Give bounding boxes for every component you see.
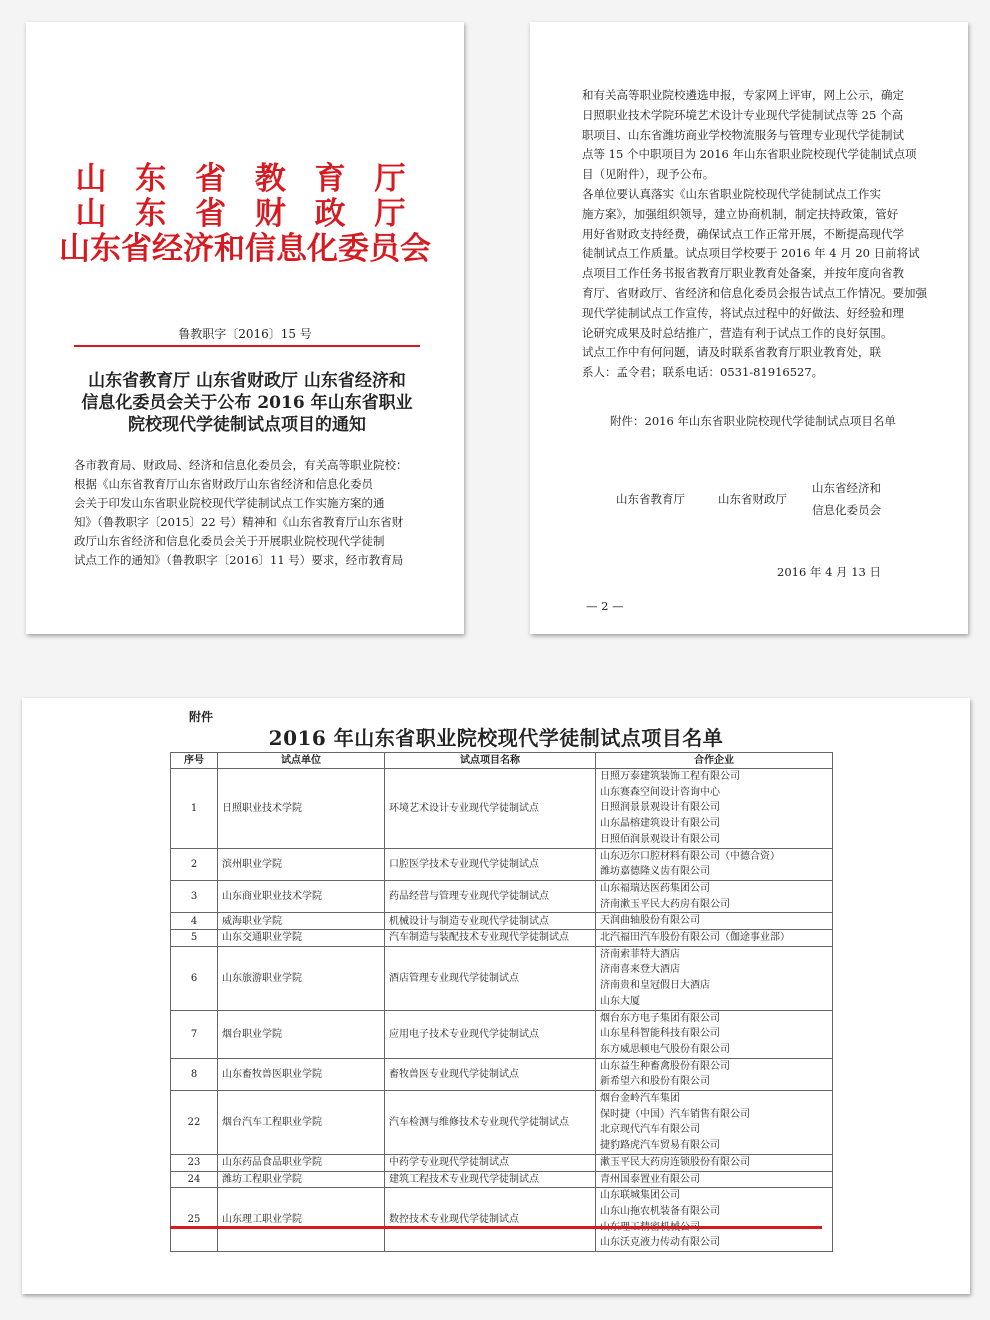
- row-partners: [596, 769, 833, 849]
- partner-company: 山东沃克液力传动有限公司: [600, 1237, 720, 1249]
- table-row: [171, 930, 833, 947]
- row-number: 25: [171, 1188, 218, 1252]
- title-line: 院校现代学徒制试点项目的通知: [128, 415, 366, 435]
- partner-company: 山东益生种畜禽股份有限公司: [600, 1060, 730, 1072]
- body-line: 政厅山东省经济和信息化委员会关于开展职业院校现代学徒制: [74, 534, 385, 548]
- row-number: 1: [171, 769, 218, 849]
- row-partners: [596, 848, 833, 880]
- partner-company: 捷豹路虎汽车贸易有限公司: [600, 1140, 720, 1152]
- header-school: 试点单位: [218, 753, 385, 769]
- page-number: — 2 —: [586, 599, 624, 613]
- signature-line: 山东省经济和: [812, 481, 881, 495]
- body-line: 各市教育局、财政局、经济和信息化委员会，有关高等职业院校：: [74, 458, 408, 472]
- body-line: 用好省财政支持经费，确保试点工作正常开展，不断提高现代学: [582, 226, 904, 241]
- partner-company: 漱玉平民大药房连锁股份有限公司: [600, 1156, 750, 1168]
- attachment-page: [22, 698, 970, 1294]
- issuer-line-1: 山 东 省 教 育 厅: [75, 161, 415, 197]
- partner-company: 北汽福田汽车股份有限公司（伽途事业部）: [600, 932, 790, 944]
- attachment-title: 2016 年山东省职业院校现代学徒制试点项目名单: [268, 726, 724, 750]
- row-school: 烟台汽车工程职业学院: [218, 1091, 385, 1155]
- table-row: [171, 946, 833, 1010]
- row-number: 24: [171, 1171, 218, 1188]
- partner-company: 济南漱玉平民大药房有限公司: [600, 898, 730, 910]
- row-project: 口腔医学技术专业现代学徒制试点: [385, 848, 596, 880]
- table-row: [171, 913, 833, 930]
- signature-line: 信息化委员会: [812, 503, 881, 517]
- body-line: 职项目、山东省潍坊商业学校物流服务与管理专业现代学徒制试: [582, 127, 904, 142]
- row-project: 药品经营与管理专业现代学徒制试点: [385, 880, 596, 912]
- partner-company: 山东山拖农机装备有限公司: [600, 1205, 720, 1217]
- table-header-row: [171, 753, 833, 769]
- row-school: 日照职业技术学院: [218, 769, 385, 849]
- row-partners: [596, 880, 833, 912]
- row-partners: [596, 1188, 833, 1252]
- partner-company: 保时捷（中国）汽车销售有限公司: [600, 1108, 750, 1120]
- table-row: [171, 1188, 833, 1252]
- row-number: 23: [171, 1154, 218, 1171]
- row-number: 4: [171, 913, 218, 930]
- row-number: 22: [171, 1091, 218, 1155]
- notice-body: [74, 456, 420, 570]
- table-row: [171, 848, 833, 880]
- body-line: 知》（鲁教职字〔2015〕22 号）精神和《山东省教育厅山东省财: [74, 515, 404, 529]
- row-number: 8: [171, 1058, 218, 1090]
- row-project: 环境艺术设计专业现代学徒制试点: [385, 769, 596, 849]
- row-partners: [596, 930, 833, 947]
- partner-company: 潍坊嘉德隆义齿有限公司: [600, 866, 710, 878]
- partner-company: 青州国泰置业有限公司: [600, 1173, 700, 1185]
- table-row: [171, 880, 833, 912]
- row-number: 5: [171, 930, 218, 947]
- partner-company: 济南索菲特大酒店: [600, 948, 680, 960]
- partner-company: 烟台东方电子集团有限公司: [600, 1012, 720, 1024]
- body-line: 系人：孟令君；联系电话：0531-81916527。: [582, 365, 824, 380]
- row-partners: [596, 946, 833, 1010]
- row-school: 山东交通职业学院: [218, 930, 385, 947]
- partner-company: 日照万泰建筑装饰工程有限公司: [600, 771, 740, 782]
- row-partners: [596, 1154, 833, 1171]
- row-project: 酒店管理专业现代学徒制试点: [385, 946, 596, 1010]
- body-line: 施方案》，加强组织领导，建立协商机制，制定扶持政策，管好: [582, 206, 899, 221]
- row-project: 畜牧兽医专业现代学徒制试点: [385, 1058, 596, 1090]
- body-line: 徒制试点工作质量。试点项目学校要于 2016 年 4 月 20 日前将试: [582, 246, 920, 261]
- body-line: 论研究成果及时总结推广，营造有利于试点工作的良好氛围。: [582, 325, 893, 340]
- body-line: 试点工作中有何问题，请及时联系省教育厅职业教育处，联: [582, 345, 881, 360]
- row-project: 应用电子技术专业现代学徒制试点: [385, 1010, 596, 1058]
- partner-company: 烟台金岭汽车集团: [600, 1093, 680, 1105]
- notice-title: [74, 370, 420, 436]
- table-row: [171, 1171, 833, 1188]
- header-partners: 合作企业: [596, 753, 833, 769]
- table-row: [171, 1154, 833, 1171]
- document-number: 鲁教职字〔2016〕15 号: [178, 327, 312, 341]
- partner-company: 山东迈尔口腔材料有限公司（中德合资）: [600, 850, 780, 862]
- attachment-label: 附件: [189, 710, 214, 724]
- row-partners: [596, 1171, 833, 1188]
- row-project: 汽车检测与维修技术专业现代学徒制试点: [385, 1091, 596, 1155]
- row-partners: [596, 913, 833, 930]
- partner-company: 济南贵和皇冠假日大酒店: [600, 980, 710, 992]
- partner-company: 山东福瑞达医药集团公司: [600, 882, 710, 894]
- notice-body-continued: [582, 86, 927, 383]
- partner-company: 济南喜来登大酒店: [600, 964, 680, 976]
- body-line: 目（见附件），现予公布。: [582, 167, 715, 182]
- row-partners: [596, 1010, 833, 1058]
- issue-date: 2016 年 4 月 13 日: [777, 565, 881, 579]
- row-number: 2: [171, 848, 218, 880]
- row-project: 建筑工程技术专业现代学徒制试点: [385, 1171, 596, 1188]
- body-line: 各单位要认真落实《山东省职业院校现代学徒制试点工作实: [582, 186, 881, 201]
- row-number: 3: [171, 880, 218, 912]
- partner-company: 新希望六和股份有限公司: [600, 1076, 710, 1088]
- row-project: 汽车制造与装配技术专业现代学徒制试点: [385, 930, 596, 947]
- body-line: 点等 15 个中职项目为 2016 年山东省职业院校现代学徒制试点项: [582, 147, 917, 162]
- row-number: 6: [171, 946, 218, 1010]
- red-highlight-line: [170, 1226, 822, 1229]
- row-number: 7: [171, 1010, 218, 1058]
- body-line: 根据《山东省教育厅山东省财政厅山东省经济和信息化委员: [74, 477, 373, 491]
- row-project: 数控技术专业现代学徒制试点: [385, 1188, 596, 1252]
- row-school: 山东旅游职业学院: [218, 946, 385, 1010]
- row-school: 烟台职业学院: [218, 1010, 385, 1058]
- issuer-line-3: 山东省经济和信息化委员会: [59, 231, 431, 267]
- body-line: 点项目工作任务书报省教育厅职业教育处备案，并按年度向省教: [582, 266, 904, 281]
- document-page-1: [26, 22, 464, 634]
- row-project: 机械设计与制造专业现代学徒制试点: [385, 913, 596, 930]
- title-line: 信息化委员会关于公布 2016 年山东省职业: [81, 393, 413, 413]
- header-no: 序号: [171, 753, 218, 769]
- body-line: 试点工作的通知》（鲁教职字〔2016〕11 号）要求，经市教育局: [74, 553, 404, 567]
- partner-company: 山东星科智能科技有限公司: [600, 1028, 720, 1040]
- partner-company: 北京现代汽车有限公司: [600, 1124, 700, 1136]
- row-school: 威海职业学院: [218, 913, 385, 930]
- partner-company: 日照润景景观设计有限公司: [600, 802, 720, 814]
- partner-company: 东方威思顿电气股份有限公司: [600, 1043, 730, 1055]
- header-project: 试点项目名称: [385, 753, 596, 769]
- body-line: 育厅、省财政厅、省经济和信息化委员会报告试点工作情况。要加强: [582, 285, 927, 300]
- body-line: 日照职业技术学院环境艺术设计专业现代学徒制试点等 25 个高: [582, 107, 903, 122]
- body-line: 会关于印发山东省职业院校现代学徒制试点工作实施方案的通: [74, 496, 385, 510]
- row-school: 山东商业职业技术学院: [218, 880, 385, 912]
- table-row: [171, 1010, 833, 1058]
- partner-company: 山东大厦: [600, 995, 640, 1007]
- table-body: [171, 769, 833, 1252]
- document-page-2: [530, 22, 968, 634]
- row-partners: [596, 1091, 833, 1155]
- title-line: 山东省教育厅 山东省财政厅 山东省经济和: [88, 371, 406, 391]
- signature-economy-commission: [812, 477, 881, 521]
- row-school: 山东畜牧兽医职业学院: [218, 1058, 385, 1090]
- table-row: [171, 769, 833, 849]
- partner-company: 山东赛森空间设计咨询中心: [600, 786, 720, 798]
- partner-company: 山东晶榕建筑设计有限公司: [600, 818, 720, 830]
- issuer-line-2: 山 东 省 财 政 厅: [75, 196, 415, 232]
- table-row: [171, 1091, 833, 1155]
- signature-education-dept: 山东省教育厅: [616, 492, 685, 506]
- red-divider: [74, 345, 420, 347]
- signature-finance-dept: 山东省财政厅: [718, 492, 787, 506]
- annex-reference: 附件：2016 年山东省职业院校现代学徒制试点项目名单: [610, 414, 896, 428]
- row-school: 滨州职业学院: [218, 848, 385, 880]
- partner-company: 日照佰润景观设计有限公司: [600, 833, 720, 845]
- project-table: [170, 752, 833, 1252]
- row-school: 山东药品食品职业学院: [218, 1154, 385, 1171]
- partner-company: 山东联城集团公司: [600, 1190, 680, 1202]
- row-project: 中药学专业现代学徒制试点: [385, 1154, 596, 1171]
- row-school: 潍坊工程职业学院: [218, 1171, 385, 1188]
- body-line: 和有关高等职业院校遴选申报，专家网上评审，网上公示，确定: [582, 88, 904, 102]
- row-partners: [596, 1058, 833, 1090]
- partner-company: 天润曲轴股份有限公司: [600, 915, 700, 927]
- body-line: 现代学徒制试点工作宣传，将试点过程中的好做法、好经验和理: [582, 305, 904, 320]
- row-school: 山东理工职业学院: [218, 1188, 385, 1252]
- table-row: [171, 1058, 833, 1090]
